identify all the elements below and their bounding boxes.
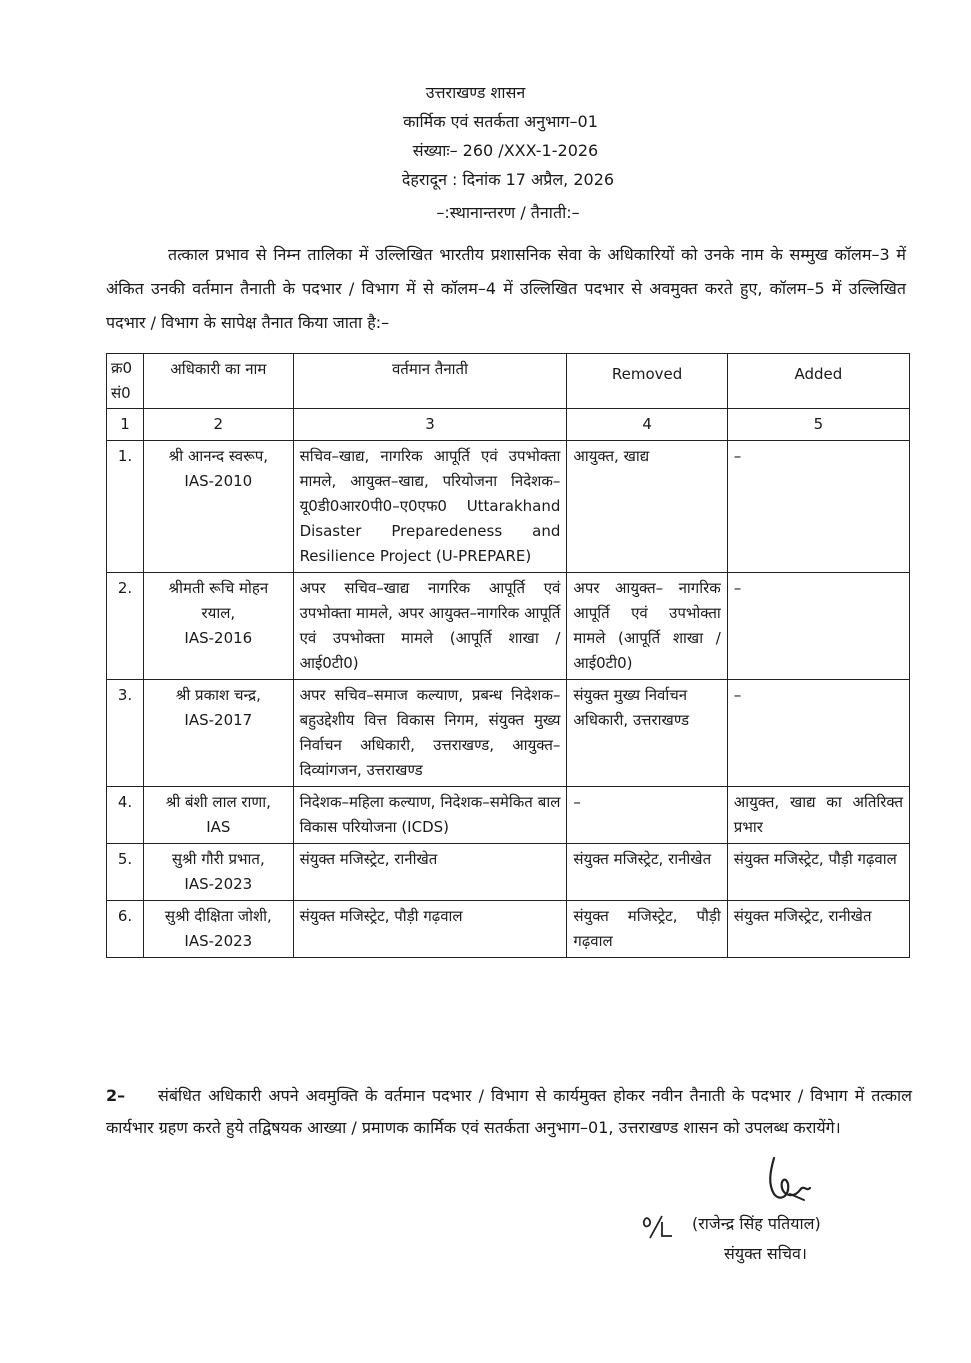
added-posting: संयुक्त मजिस्ट्रेट, रानीखेत bbox=[727, 901, 909, 958]
table-row bbox=[107, 787, 910, 844]
signer-name: (राजेन्द्र सिंह पतियाल) bbox=[692, 1214, 821, 1233]
added-posting: आयुक्त, खाद्य का अतिरिक्त प्रभार bbox=[727, 787, 909, 844]
column-number-row bbox=[107, 409, 910, 441]
table-row bbox=[107, 573, 910, 680]
column-number: 3 bbox=[293, 409, 567, 441]
added-posting: – bbox=[727, 680, 909, 787]
signature-block bbox=[640, 1150, 940, 1280]
intro-text: तत्काल प्रभाव से निम्न तालिका में उल्लिखित भारतीय प्रशासनिक सेवा के अधिकारियों को उनके नाम के सम्मुख कॉलम–3 में अंकित उनकी वर्तमान तैनाती के पदभार / विभाग में से कॉलम–4 में उल्लिखित पदभार से अवमुक्त करते हुए, कॉलम–5 में उल्लिखित पदभार / विभाग के सापेक्ष तैनात किया जाता है:– bbox=[106, 245, 906, 332]
paragraph-number: 2– bbox=[106, 1086, 126, 1105]
officer-name: सुश्री दीक्षिता जोशी, bbox=[164, 907, 272, 925]
transfer-table bbox=[106, 353, 910, 958]
added-posting: संयुक्त मजिस्ट्रेट, पौड़ी गढ़वाल bbox=[727, 844, 909, 901]
row-serial: 4. bbox=[107, 787, 144, 844]
column-number: 5 bbox=[727, 409, 909, 441]
officer-batch: IAS-2023 bbox=[184, 875, 253, 893]
added-posting: – bbox=[727, 441, 909, 573]
removed-posting: – bbox=[567, 787, 727, 844]
officer-name-cell bbox=[144, 573, 293, 680]
row-serial: 6. bbox=[107, 901, 144, 958]
current-posting: संयुक्त मजिस्ट्रेट, रानीखेत bbox=[293, 844, 567, 901]
letter-number: संख्याः– 260 /XXX-1-2026 bbox=[412, 141, 599, 160]
letter-subject: –:स्थानान्तरण / तैनाती:– bbox=[436, 203, 580, 222]
table-row bbox=[107, 844, 910, 901]
department-name: कार्मिक एवं सतर्कता अनुभाग–01 bbox=[403, 112, 598, 131]
row-serial: 1. bbox=[107, 441, 144, 573]
current-posting: अपर सचिव–समाज कल्याण, प्रबन्ध निदेशक– बहुउद्देशीय वित्त विकास निगम, संयुक्त मुख्य निर्वाचन अधिकारी, उत्तराखण्ड, आयुक्त–दिव्यांगजन, उत्तराखण्ड bbox=[293, 680, 567, 787]
current-posting: संयुक्त मजिस्ट्रेट, पौड़ी गढ़वाल bbox=[293, 901, 567, 958]
officer-name-cell bbox=[144, 901, 293, 958]
letter-date: देहरादून : दिनांक 17 अप्रैल, 2026 bbox=[401, 170, 615, 189]
officer-batch: IAS-2010 bbox=[184, 472, 253, 490]
officer-name-cell bbox=[144, 680, 293, 787]
header-added: Added bbox=[727, 354, 909, 409]
column-number: 1 bbox=[107, 409, 144, 441]
current-posting: निदेशक–महिला कल्याण, निदेशक–समेकित बाल विकास परियोजना (ICDS) bbox=[293, 787, 567, 844]
header-removed: Removed bbox=[567, 354, 727, 409]
table-header-row bbox=[107, 354, 910, 409]
officer-name: श्रीमती रूचि मोहन रयाल, bbox=[168, 579, 269, 622]
header-serial: क्र0 सं0 bbox=[107, 354, 144, 409]
officer-batch: IAS-2017 bbox=[184, 711, 253, 729]
removed-posting: आयुक्त, खाद्य bbox=[567, 441, 727, 573]
officer-name: श्री बंशी लाल राणा, bbox=[165, 793, 271, 811]
current-posting: सचिव–खाद्य, नागरिक आपूर्ति एवं उपभोक्ता मामले, आयुक्त–खाद्य, परियोजना निदेशक– यू0डी0आर0पी0–ए0एफ0 Uttarakhand Disaster Preparedeness and Resilience Project (U-PREPARE) bbox=[293, 441, 567, 573]
row-serial: 2. bbox=[107, 573, 144, 680]
officer-name: श्री आनन्द स्वरूप, bbox=[168, 447, 269, 465]
current-posting: अपर सचिव–खाद्य नागरिक आपूर्ति एवं उपभोक्ता मामले, अपर आयुक्त–नागरिक आपूर्ति एवं उपभोक्ता मामले (आपूर्ति शाखा / आई0टी0) bbox=[293, 573, 567, 680]
officer-batch: IAS-2023 bbox=[184, 932, 253, 950]
officer-name-cell bbox=[144, 844, 293, 901]
row-serial: 5. bbox=[107, 844, 144, 901]
officer-name: सुश्री गौरी प्रभात, bbox=[171, 850, 265, 868]
signer-designation: संयुक्त सचिव। bbox=[724, 1244, 807, 1263]
officer-name-cell bbox=[144, 441, 293, 573]
instruction-text: संबंधित अधिकारी अपने अवमुक्ति के वर्तमान पदभार / विभाग से कार्यमुक्त होकर नवीन तैनाती के पदभार / विभाग में तत्काल कार्यभार ग्रहण करते हुये तद्विषयक आख्या / प्रमाणक कार्मिक एवं सतर्कता अनुभाग–01, उत्तराखण्ड शासन को उपलब्ध करायेंगे। bbox=[106, 1086, 912, 1137]
removed-posting: संयुक्त मजिस्ट्रेट, पौड़ी गढ़वाल bbox=[567, 901, 727, 958]
header-officer-name: अधिकारी का नाम bbox=[144, 354, 293, 409]
table-row bbox=[107, 441, 910, 573]
officer-name-cell bbox=[144, 787, 293, 844]
table-row bbox=[107, 680, 910, 787]
intro-paragraph bbox=[106, 238, 906, 340]
added-posting: – bbox=[727, 573, 909, 680]
handwritten-initial bbox=[640, 1212, 676, 1246]
removed-posting: संयुक्त मजिस्ट्रेट, रानीखेत bbox=[567, 844, 727, 901]
officer-name: श्री प्रकाश चन्द्र, bbox=[175, 686, 261, 704]
table-row bbox=[107, 901, 910, 958]
header-current-posting: वर्तमान तैनाती bbox=[293, 354, 567, 409]
column-number: 2 bbox=[144, 409, 293, 441]
handwritten-signature bbox=[760, 1150, 820, 1210]
row-serial: 3. bbox=[107, 680, 144, 787]
government-name: उत्तराखण्ड शासन bbox=[425, 83, 526, 102]
letter-header bbox=[0, 78, 971, 227]
removed-posting: संयुक्त मुख्य निर्वाचन अधिकारी, उत्तराखण्ड bbox=[567, 680, 727, 787]
officer-batch: IAS-2016 bbox=[184, 629, 253, 647]
officer-batch: IAS bbox=[206, 818, 231, 836]
instruction-paragraph bbox=[106, 1080, 912, 1144]
removed-posting: अपर आयुक्त– नागरिक आपूर्ति एवं उपभोक्ता मामले (आपूर्ति शाखा / आई0टी0) bbox=[567, 573, 727, 680]
column-number: 4 bbox=[567, 409, 727, 441]
